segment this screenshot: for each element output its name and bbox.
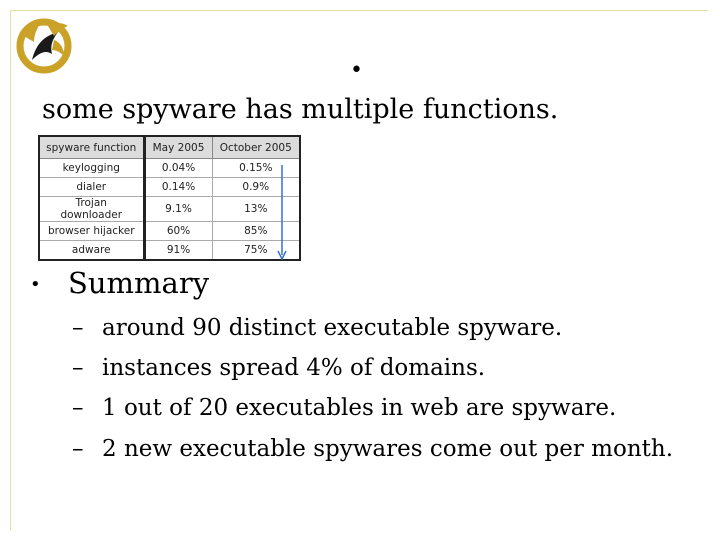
table-cell: 0.14% (144, 178, 212, 197)
list-item (72, 433, 692, 465)
table-cell: keylogging (39, 159, 144, 178)
dash-marker: – (72, 436, 84, 462)
list-item (72, 388, 692, 428)
slide-title: some spyware has multiple functions. (42, 94, 559, 125)
table-cell: 75% (212, 241, 300, 261)
table-header-row (39, 136, 300, 159)
table-cell: 0.15% (212, 159, 300, 178)
list-item (72, 308, 692, 348)
dash-marker: – (72, 315, 84, 341)
table-cell: 85% (212, 222, 300, 241)
table-cell: 13% (212, 197, 300, 222)
table-row (39, 197, 300, 222)
table-cell: 60% (144, 222, 212, 241)
table-cell: 0.04% (144, 159, 212, 178)
slide-border-top (10, 10, 708, 11)
table-row (39, 178, 300, 197)
table-cell: 0.9% (212, 178, 300, 197)
table-row (39, 222, 300, 241)
down-arrow-icon (275, 165, 289, 261)
list-item-text: 2 new executable spywares come out per month. (102, 436, 674, 462)
table-row (39, 241, 300, 261)
column-header: May 2005 (144, 136, 212, 159)
dash-marker: – (72, 395, 84, 421)
table-row (39, 159, 300, 178)
column-header: October 2005 (212, 136, 300, 159)
list-item-text: 1 out of 20 executables in web are spyware. (102, 395, 617, 421)
column-header: spyware function (39, 136, 144, 159)
dash-marker: – (72, 355, 84, 381)
table-cell: Trojan downloader (39, 197, 144, 222)
summary-heading (30, 266, 209, 302)
spyware-function-table (38, 135, 301, 261)
list-item-text: around 90 distinct executable spyware. (102, 315, 563, 341)
summary-label: Summary (68, 266, 210, 300)
table-cell: adware (39, 241, 144, 261)
slide-border-left (10, 10, 11, 530)
table-cell: browser hijacker (39, 222, 144, 241)
list-item (72, 348, 692, 388)
list-item-text: instances spread 4% of domains. (102, 355, 486, 381)
bullet-icon: • (30, 274, 41, 295)
table-cell: 91% (144, 241, 212, 261)
table-cell: 9.1% (144, 197, 212, 222)
table-cell: dialer (39, 178, 144, 197)
title-bullet: • (350, 58, 363, 83)
summary-list (72, 308, 692, 465)
pegasus-logo-icon (14, 14, 76, 76)
